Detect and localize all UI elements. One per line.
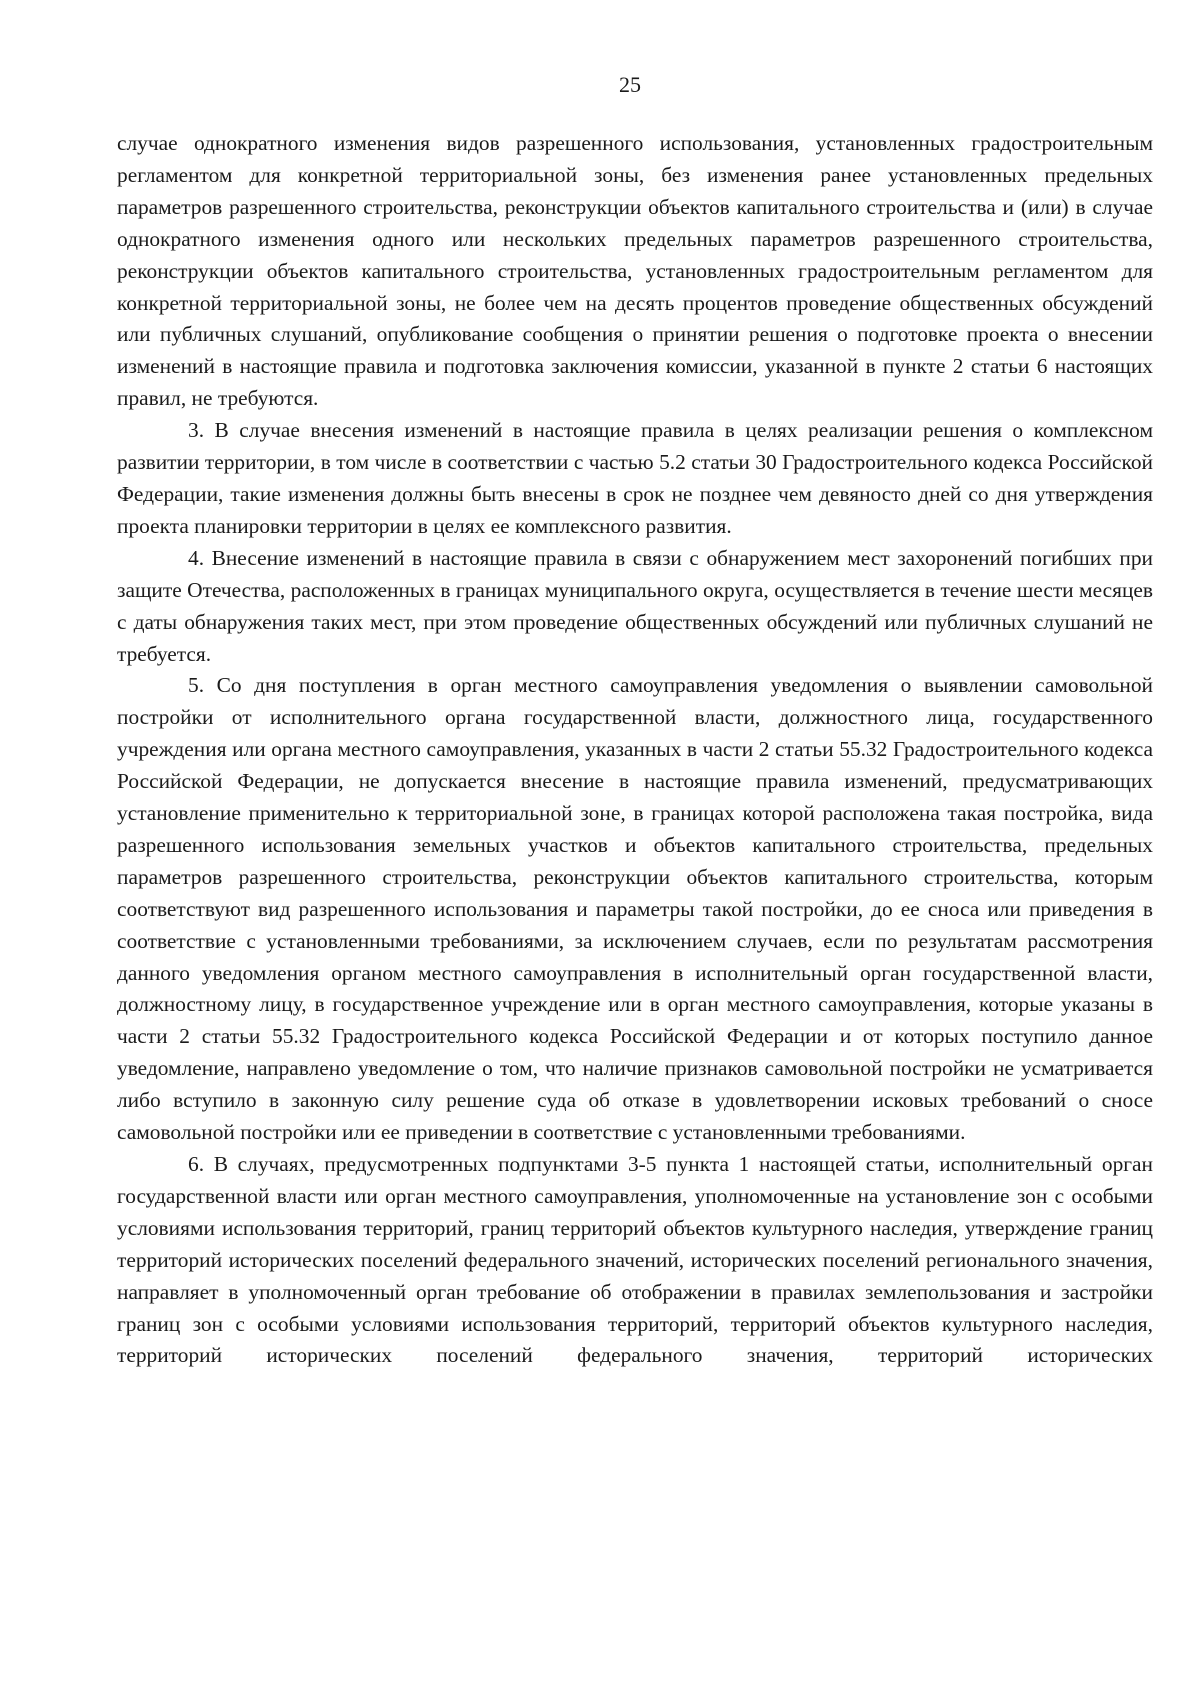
paragraph-item-6: 6. В случаях, предусмотренных подпунктами 3-5 пункта 1 настоящей статьи, исполнительный орган государственной власти или орган местного самоуправления, уполномоченные на установление зон с особыми условиями использования территорий, границ территорий объектов культурного наследия, утверждение границ территорий исторических поселений федерального значений, исторических поселений регионального значения, направляет в уполномоченный орган требование об отображении в правилах землепользования и застройки границ зон с особыми условиями использования территорий, территорий объектов культурного наследия, территорий исторических поселений федерального значения, территорий исторических xyxy=(117,1152,1153,1368)
page-number: 25 xyxy=(619,72,641,97)
paragraph-item-4: 4. Внесение изменений в настоящие правила в связи с обнаружением мест захоронений погибших при защите Отечества, расположенных в границах муниципального округа, осуществляется в течение шести месяцев с даты обнаружения таких мест, при этом проведение общественных обсуждений или публичных слушаний не требуется. xyxy=(117,545,1153,666)
paragraph-continuation: случае однократного изменения видов разрешенного использования, установленных градостроительным регламентом для конкретной территориальной зоны, без изменения ранее установленных предельных параметров разрешенного строительства, реконструкции объектов капитального строительства и (или) в случае однократного изменения одного или нескольких предельных параметров разрешенного строительства, реконструкции объектов капитального строительства, установленных градостроительным регламентом для конкретной территориальной зоны, не более чем на десять процентов проведение общественных обсуждений или публичных слушаний, опубликование сообщения о принятии решения о подготовке проекта о внесении изменений в настоящие правила и подготовка заключения комиссии, указанной в пункте 2 статьи 6 настоящих правил, не требуются. xyxy=(117,131,1153,411)
paragraph-item-5: 5. Со дня поступления в орган местного самоуправления уведомления о выявлении самовольной постройки от исполнительного органа государственной власти, должностного лица, государственного учреждения или органа местного самоуправления, указанных в части 2 статьи 55.32 Градостроительного кодекса Российской Федерации, не допускается внесение в настоящие правила изменений, предусматривающих установление применительно к территориальной зоне, в границах которой расположена такая постройка, вида разрешенного использования земельных участков и объектов капитального строительства, предельных параметров разрешенного строительства, реконструкции объектов капитального строительства, которым соответствуют вид разрешенного использования и параметры такой постройки, до ее сноса или приведения в соответствие с установленными требованиями, за исключением случаев, если по результатам рассмотрения данного уведомления органом местного самоуправления в исполнительный орган государственной власти, должностному лицу, в государственное учреждение или в орган местного самоуправления, которые указаны в части 2 статьи 55.32 Градостроительного кодекса Российской Федерации и от которых поступило данное уведомление, направлено уведомление о том, что наличие признаков самовольной постройки не усматривается либо вступило в законную силу решение суда об отказе в удовлетворении исковых требований о сносе самовольной постройки или ее приведении в соответствие с установленными требованиями. xyxy=(117,673,1153,1145)
paragraph-item-3: 3. В случае внесения изменений в настоящие правила в целях реализации решения о комплексном развитии территории, в том числе в соответствии с частью 5.2 статьи 30 Градостроительного кодекса Российской Федерации, такие изменения должны быть внесены в срок не позднее чем девяносто дней со дня утверждения проекта планировки территории в целях ее комплексного развития. xyxy=(117,418,1153,538)
document-body xyxy=(117,128,1153,1372)
